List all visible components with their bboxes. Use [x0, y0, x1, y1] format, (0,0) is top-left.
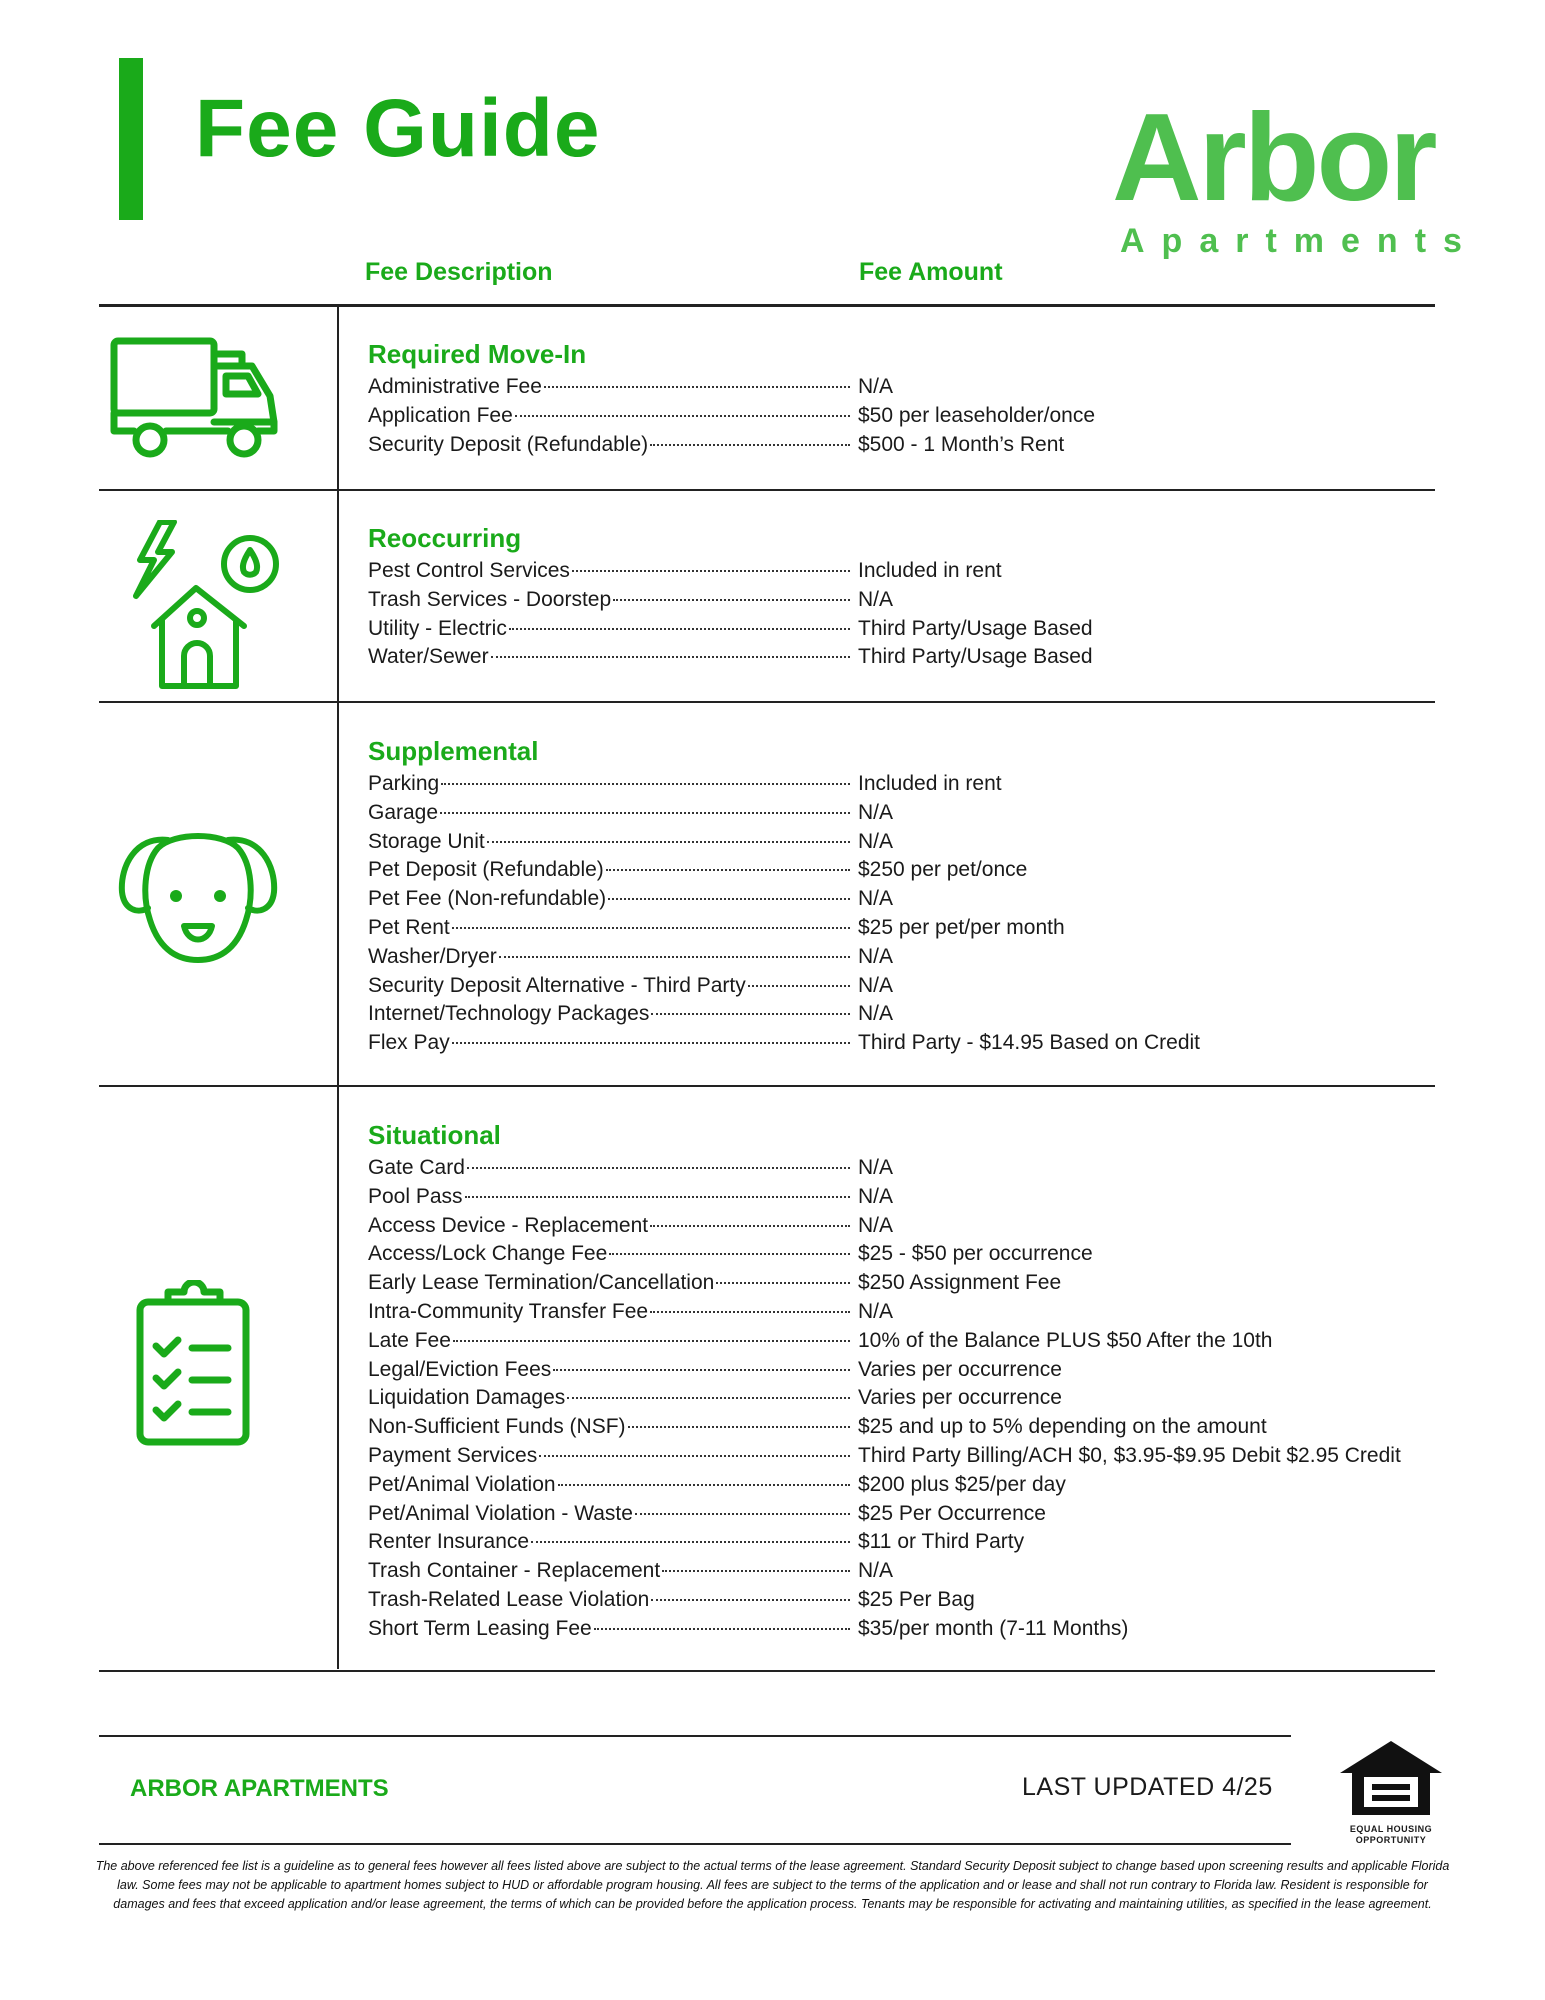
fee-row: [368, 943, 1518, 972]
fee-amount: $50 per leaseholder/once: [858, 403, 1096, 427]
fee-label: Flex Pay: [368, 1031, 450, 1055]
fee-amount: $500 - 1 Month’s Rent: [858, 432, 1065, 456]
fee-amount: $200 plus $25/per day: [858, 1472, 1066, 1496]
section-title: Situational: [368, 1120, 501, 1150]
section-divider: [99, 1085, 1435, 1087]
fee-label: Renter Insurance: [368, 1530, 530, 1554]
fee-amount: 10% of the Balance PLUS $50 After the 10th: [858, 1328, 1273, 1352]
fee-label: Non-Sufficient Funds (NSF): [368, 1415, 626, 1439]
column-header-description: Fee Description: [365, 258, 553, 286]
section-title: Reoccurring: [368, 523, 522, 553]
fee-label: Legal/Eviction Fees: [368, 1357, 552, 1381]
fee-label: Parking: [368, 772, 440, 795]
disclaimer-line: law. Some fees may not be applicable to apartment homes subject to HUD or affordable program housing. All fees are subject to the terms of the application and or lease and shall not run contrary to Florida law. Resident is responsible for: [117, 1878, 1428, 1892]
eho-line-2: OPPORTUNITY: [1355, 1835, 1427, 1845]
fee-amount: Third Party/Usage Based: [858, 645, 1093, 669]
section-title: Supplemental: [368, 736, 539, 766]
fee-label: Access/Lock Change Fee: [368, 1242, 608, 1266]
section-divider: [99, 489, 1435, 491]
disclaimer-line: The above referenced fee list is a guideline as to general fees however all fees listed above are subject to the actual terms of the lease agreement. Standard Security Deposit subject to change based upon screening results and applicable Florida: [95, 1859, 1450, 1873]
fee-row: [368, 770, 1518, 799]
logo-subtitle: Apartments: [1120, 222, 1479, 260]
fee-row: [368, 1029, 1518, 1058]
fee-label: Pet/Animal Violation - Waste: [368, 1501, 633, 1525]
page-title: Fee Guide: [195, 83, 601, 174]
moving-truck-icon: [108, 336, 280, 458]
table-top-rule: [99, 304, 1435, 307]
fee-label: Internet/Technology Packages: [368, 1002, 650, 1026]
fee-row: [368, 1154, 1518, 1183]
fee-amount: Included in rent: [858, 772, 1002, 795]
fee-row: [368, 1528, 1518, 1557]
fee-row: [368, 856, 1518, 885]
fee-label: Gate Card: [368, 1156, 465, 1179]
footer-top-rule: [99, 1735, 1291, 1737]
fee-label: Security Deposit Alternative - Third Party: [368, 973, 746, 997]
section-required-move-in: [368, 337, 1518, 459]
fee-amount: N/A: [858, 1213, 894, 1237]
fee-label: Application Fee: [368, 403, 513, 427]
last-updated: LAST UPDATED 4/25: [1022, 1773, 1273, 1801]
fee-amount: $250 Assignment Fee: [858, 1271, 1062, 1295]
fee-amount: $25 - $50 per occurrence: [858, 1242, 1093, 1266]
fee-amount: Third Party - $14.95 Based on Credit: [858, 1031, 1201, 1055]
fee-amount: N/A: [858, 587, 894, 611]
fee-amount: N/A: [858, 944, 894, 968]
fee-row: [368, 1212, 1518, 1241]
title-accent-bar: [119, 58, 143, 220]
fee-row: [368, 643, 1518, 672]
fee-label: Storage Unit: [368, 829, 485, 853]
fee-amount: Third Party/Usage Based: [858, 616, 1093, 640]
fee-label: Intra-Community Transfer Fee: [368, 1299, 649, 1323]
fee-row: [368, 1413, 1518, 1442]
fee-amount: N/A: [858, 375, 894, 398]
fee-label: Pest Control Services: [368, 559, 570, 582]
fee-amount: N/A: [858, 973, 894, 997]
fee-amount: $25 per pet/per month: [858, 915, 1065, 939]
fee-row: [368, 1183, 1518, 1212]
fee-label: Pet Fee (Non-refundable): [368, 887, 607, 911]
table-bottom-rule: [99, 1670, 1435, 1672]
section-title: Required Move-In: [368, 339, 587, 369]
fee-label: Pet/Animal Violation: [368, 1472, 556, 1496]
fee-row: [368, 373, 1518, 402]
equal-housing-logo: [1336, 1737, 1446, 1846]
fee-row: [368, 1356, 1518, 1385]
fee-row: [368, 914, 1518, 943]
fee-row: [368, 1384, 1518, 1413]
fee-amount: N/A: [858, 1299, 894, 1323]
fee-row: [368, 1615, 1518, 1644]
fee-amount: N/A: [858, 1559, 894, 1583]
column-divider: [337, 305, 339, 1669]
section-supplemental: [368, 734, 1518, 1058]
fee-amount: N/A: [858, 1184, 894, 1208]
fee-label: Water/Sewer: [368, 645, 489, 669]
fee-amount: N/A: [858, 1002, 894, 1026]
fee-amount: Third Party Billing/ACH $0, $3.95-$9.95 Debit $2.95 Credit: [858, 1443, 1401, 1467]
fee-amount: Included in rent: [858, 559, 1002, 582]
fee-amount: Varies per occurrence: [858, 1357, 1062, 1381]
fee-label: Garage: [368, 800, 439, 824]
fee-amount: $11 or Third Party: [858, 1530, 1025, 1554]
equal-housing-house-icon: [1336, 1737, 1446, 1819]
fee-row: [368, 615, 1518, 644]
fee-row: [368, 1500, 1518, 1529]
fee-amount: Varies per occurrence: [858, 1386, 1062, 1410]
fee-row: [368, 1586, 1518, 1615]
footer-bottom-rule: [99, 1843, 1291, 1845]
eho-line-1: EQUAL HOUSING: [1349, 1824, 1433, 1834]
fee-row: [368, 1471, 1518, 1500]
fee-amount: N/A: [858, 829, 894, 853]
fee-label: Trash Services - Doorstep: [368, 587, 612, 611]
section-situational: [368, 1118, 1518, 1644]
fee-label: Security Deposit (Refundable): [368, 432, 649, 456]
fee-amount: $250 per pet/once: [858, 858, 1028, 882]
fee-amount: N/A: [858, 1156, 894, 1179]
fee-amount: $25 Per Occurrence: [858, 1501, 1046, 1525]
fee-amount: $35/per month (7-11 Months): [858, 1616, 1129, 1640]
column-header-amount: Fee Amount: [859, 258, 1003, 286]
fee-amount: N/A: [858, 887, 894, 911]
fee-amount: $25 Per Bag: [858, 1587, 975, 1611]
fee-label: Pet Deposit (Refundable): [368, 858, 604, 882]
fee-label: Late Fee: [368, 1328, 451, 1352]
fee-amount: $25 and up to 5% depending on the amount: [858, 1415, 1267, 1439]
disclaimer-line: damages and fees that exceed application and/or lease agreement, the terms of which can be provided before the application process. Tenants may be responsible for activating and maintaining utilities, as specified in the lease agreement.: [113, 1897, 1432, 1911]
fee-row: [368, 431, 1518, 460]
logo-wordmark: Arbor: [1112, 89, 1435, 227]
fee-row: [368, 586, 1518, 615]
fee-row: [368, 1327, 1518, 1356]
fee-label: Washer/Dryer: [368, 944, 497, 968]
house-utilities-icon: [132, 520, 280, 690]
dog-icon: [118, 826, 278, 966]
fee-label: Liquidation Damages: [368, 1386, 566, 1410]
fee-label: Utility - Electric: [368, 616, 507, 640]
fee-row: [368, 885, 1518, 914]
fee-label: Access Device - Replacement: [368, 1213, 649, 1237]
fee-row: [368, 557, 1518, 586]
disclaimer: [40, 1857, 1505, 1914]
fee-label: Pool Pass: [368, 1184, 463, 1208]
fee-row: [368, 1557, 1518, 1586]
brand-logo: [1112, 89, 1479, 261]
footer-brand: ARBOR APARTMENTS: [130, 1775, 389, 1802]
fee-row: [368, 1442, 1518, 1471]
fee-row: [368, 799, 1518, 828]
section-reoccurring: [368, 521, 1518, 672]
fee-label: Pet Rent: [368, 915, 450, 939]
fee-amount: N/A: [858, 800, 894, 824]
fee-row: [368, 828, 1518, 857]
section-divider: [99, 701, 1435, 703]
fee-label: Trash-Related Lease Violation: [368, 1587, 650, 1611]
checklist-clipboard-icon: [134, 1280, 254, 1448]
fee-label: Trash Container - Replacement: [368, 1559, 661, 1583]
fee-row: [368, 402, 1518, 431]
fee-label: Short Term Leasing Fee: [368, 1616, 592, 1640]
fee-row: [368, 1298, 1518, 1327]
fee-row: [368, 1000, 1518, 1029]
fee-row: [368, 1269, 1518, 1298]
fee-row: [368, 972, 1518, 1001]
fee-label: Administrative Fee: [368, 375, 542, 398]
fee-row: [368, 1240, 1518, 1269]
fee-label: Early Lease Termination/Cancellation: [368, 1271, 715, 1295]
fee-label: Payment Services: [368, 1443, 538, 1467]
